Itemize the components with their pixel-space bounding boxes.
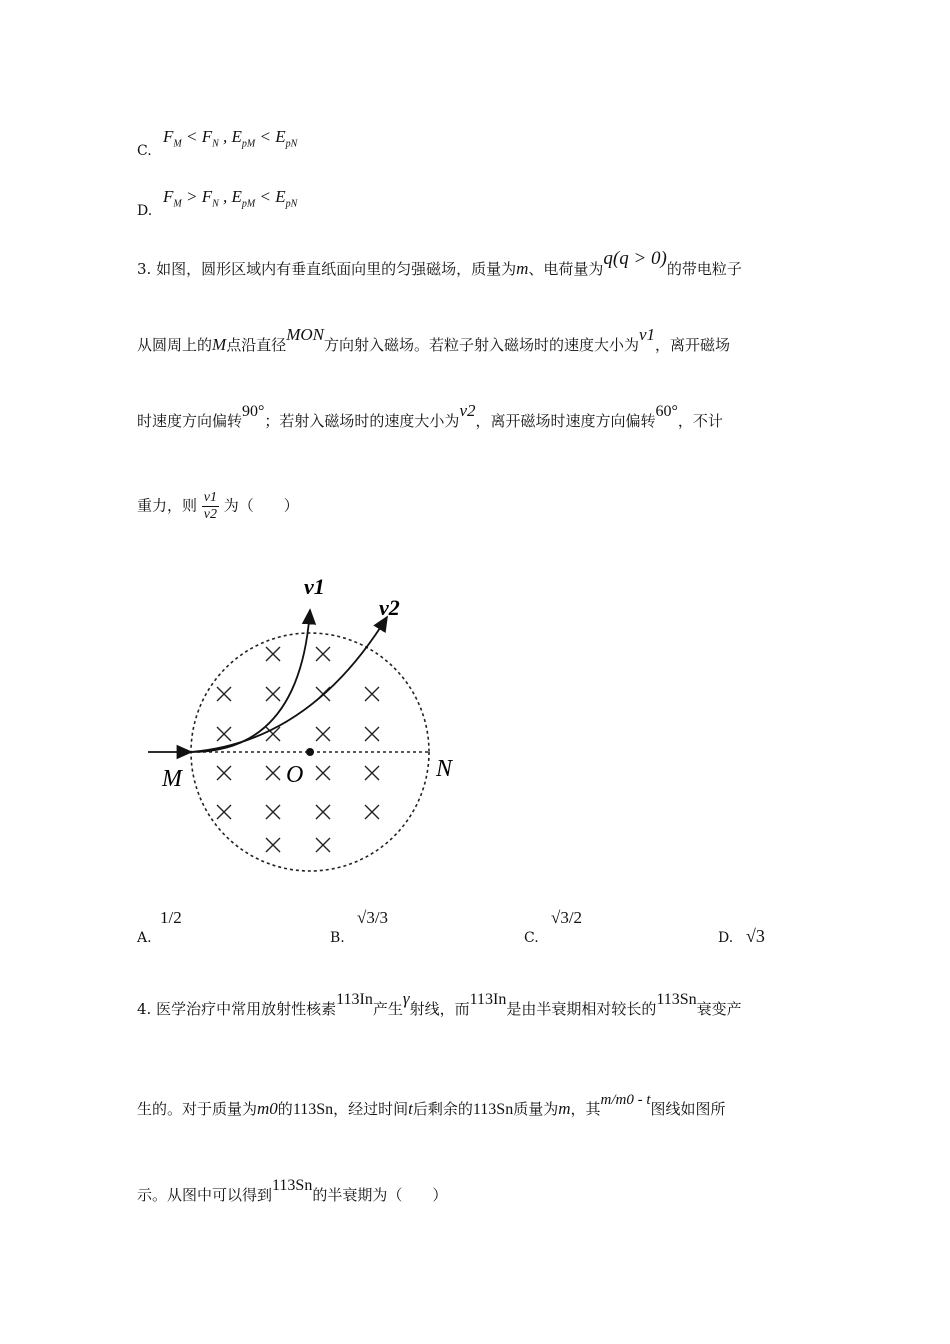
q3-choice-a-label: A. xyxy=(137,930,152,946)
q3-choice-a xyxy=(160,908,182,928)
label-O: O xyxy=(286,762,304,788)
q3-choice-c xyxy=(551,908,582,928)
q3-number: 3. xyxy=(137,260,152,278)
q3-choice-d-label: D. xyxy=(718,930,734,946)
graph-variable: m/m0 - t xyxy=(600,1092,651,1108)
trajectory-v1 xyxy=(191,610,310,752)
option-d-label: D. xyxy=(137,203,153,219)
option-c-formula: $F_M < F_N$ , $E_{pM} < E_{pN}$ xyxy=(163,127,298,150)
magnetic-field-figure xyxy=(140,570,480,890)
field-x-marks xyxy=(217,647,379,852)
option-d-formula: $F_M > F_N$ , $E_{pM} < E_{pN}$ xyxy=(163,187,298,210)
q3-choice-b-label: B. xyxy=(330,930,345,946)
choice-a-value: 1/2 xyxy=(160,908,182,927)
q3-choice-d xyxy=(746,926,765,947)
q3-line-1: 3. 如图，圆形区域内有垂直纸面向里的匀强磁场，质量为m、电荷量为q(q > 0)的带电粒子 xyxy=(137,248,742,278)
nuclide-Sn113: 113Sn xyxy=(656,991,697,1008)
v2-symbol: v2 xyxy=(459,401,476,420)
choice-c-value: √3/2 xyxy=(551,908,583,927)
q3-line-3: 时速度方向偏转90°；若射入磁场时的速度大小为v2，离开磁场时速度方向偏转60°，不计 xyxy=(137,401,723,430)
q3-line-4: 重力，则 $\frac{v1}{v2}$ 为（ ） xyxy=(137,490,299,522)
label-N: N xyxy=(436,756,453,782)
q3-choice-c-label: C. xyxy=(524,930,539,946)
q3-choice-b xyxy=(357,908,388,928)
q4-line-3: 示。从图中可以得到113Sn的半衰期为（ ） xyxy=(137,1177,448,1204)
label-M: M xyxy=(162,766,182,792)
nuclide-In113: 113In xyxy=(336,991,373,1008)
center-point-O xyxy=(306,748,314,756)
ratio-v1-v2: $\frac{v1}{v2}$ xyxy=(203,490,218,522)
choice-d-value: √3 xyxy=(746,926,765,946)
option-c-label: C. xyxy=(137,143,152,159)
v1-symbol: v1 xyxy=(639,325,656,344)
choice-b-value: √3/3 xyxy=(357,908,389,927)
q4-line-2: 生的。对于质量为m0的113Sn，经过时间t后剩余的113Sn质量为m，其m/m0 - t图线如图所 xyxy=(137,1092,726,1118)
q3-line-2: 从圆周上的M点沿直径MON方向射入磁场。若粒子射入磁场时的速度大小为v1，离开磁场 xyxy=(137,325,731,354)
trajectory-v2 xyxy=(191,617,387,752)
q4-line-1: 4. 医学治疗中常用放射性核素113In产生γ射线，而113In是由半衰期相对较长的113Sn衰变产 xyxy=(137,989,742,1018)
charge-formula: q(q > 0) xyxy=(603,248,667,269)
label-v1: v1 xyxy=(304,574,325,599)
q4-number: 4. xyxy=(137,1000,152,1018)
option-c xyxy=(137,143,152,159)
label-v2: v2 xyxy=(379,595,400,620)
option-d xyxy=(137,203,152,219)
gamma-symbol: γ xyxy=(402,989,410,1008)
